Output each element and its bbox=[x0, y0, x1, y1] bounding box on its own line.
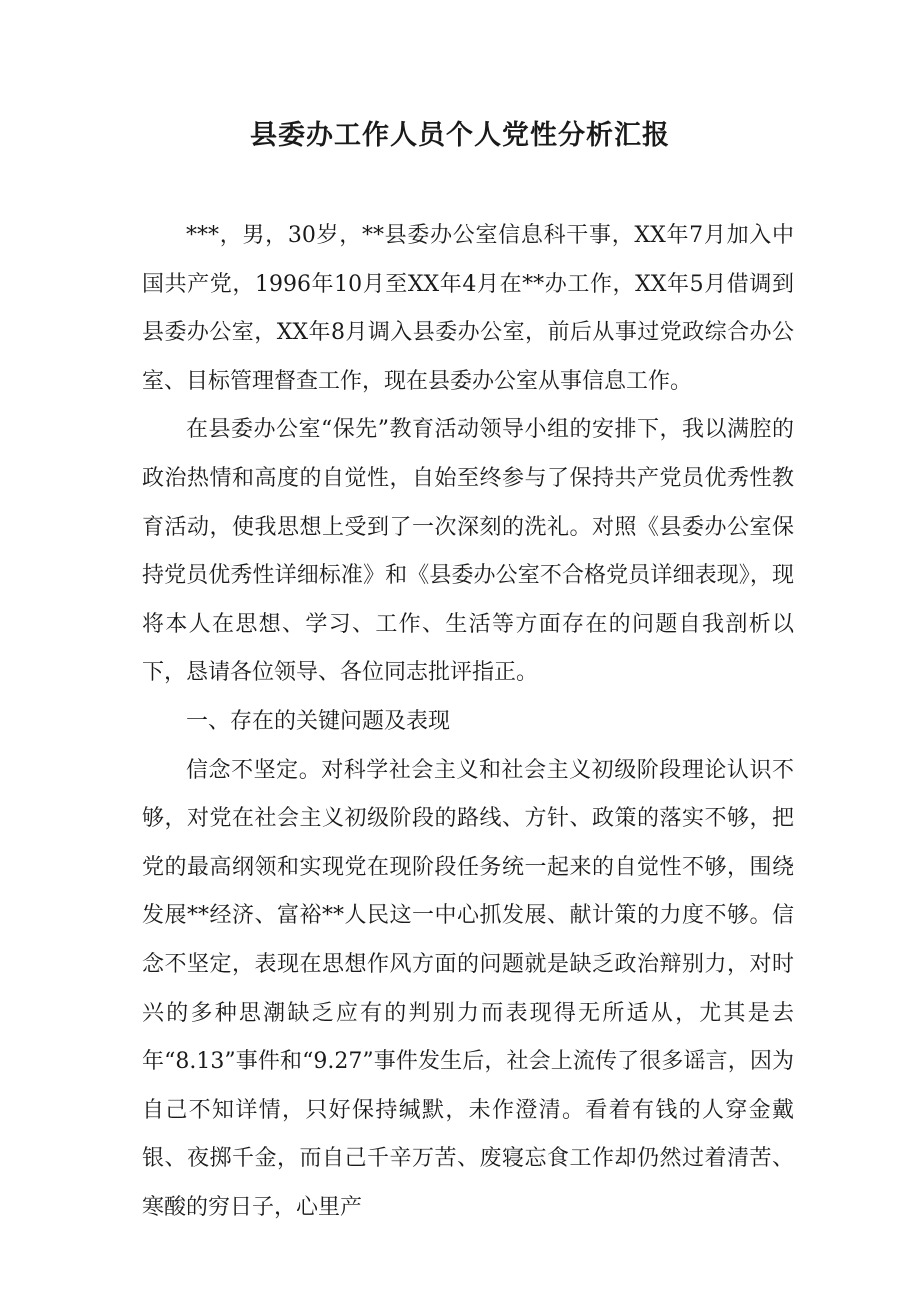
paragraph-personal-info: ***，男，30岁，**县委办公室信息科干事，XX年7月加入中国共产党，1996年10月至XX年4月在**办工作，XX年5月借调到县委办公室，XX年8月调入县委办公室，前后从事过党政综合办公室、目标管理督查工作，现在县委办公室从事信息工作。 bbox=[142, 223, 794, 394]
paragraph-belief-issue: 信念不坚定。对科学社会主义和社会主义初级阶段理论认识不够，对党在社会主义初级阶段的路线、方针、政策的落实不够，把党的最高纲领和实现党在现阶段任务统一起来的自觉性不够，围绕发展**经济、富裕**人民这一中心抓发展、献计策的力度不够。信念不坚定，表现在思想作风方面的问题就是缺乏政治辩别力，对时兴的多种思潮缺乏应有的判别力而表现得无所适从，尤其是去年“8.13”事件和“9.27”事件发生后，社会上流传了很多谣言，因为自己不知详情，只好保持缄默，未作澄清。看着有钱的人穿金戴银、夜掷千金，而自己千辛万苦、废寝忘食工作却仍然过着清苦、寒酸的穷日子，心里产 bbox=[142, 757, 794, 1220]
section-heading-main-problems: 一、存在的关键问题及表现 bbox=[186, 708, 451, 734]
document-body bbox=[142, 212, 794, 1232]
document-title: 县委办工作人员个人党性分析汇报 bbox=[250, 120, 670, 151]
paragraph-introduction: 在县委办公室“保先”教育活动领导小组的安排下，我以满腔的政治热情和高度的自觉性，自始至终参与了保持共产党员优秀性教育活动，使我思想上受到了一次深刻的洗礼。对照《县委办公室保持党员优秀性详细标准》和《县委办公室不合格党员详细表现》，现将本人在思想、学习、工作、生活等方面存在的问题自我剖析以下，恳请各位领导、各位同志批评指正。 bbox=[142, 417, 794, 686]
